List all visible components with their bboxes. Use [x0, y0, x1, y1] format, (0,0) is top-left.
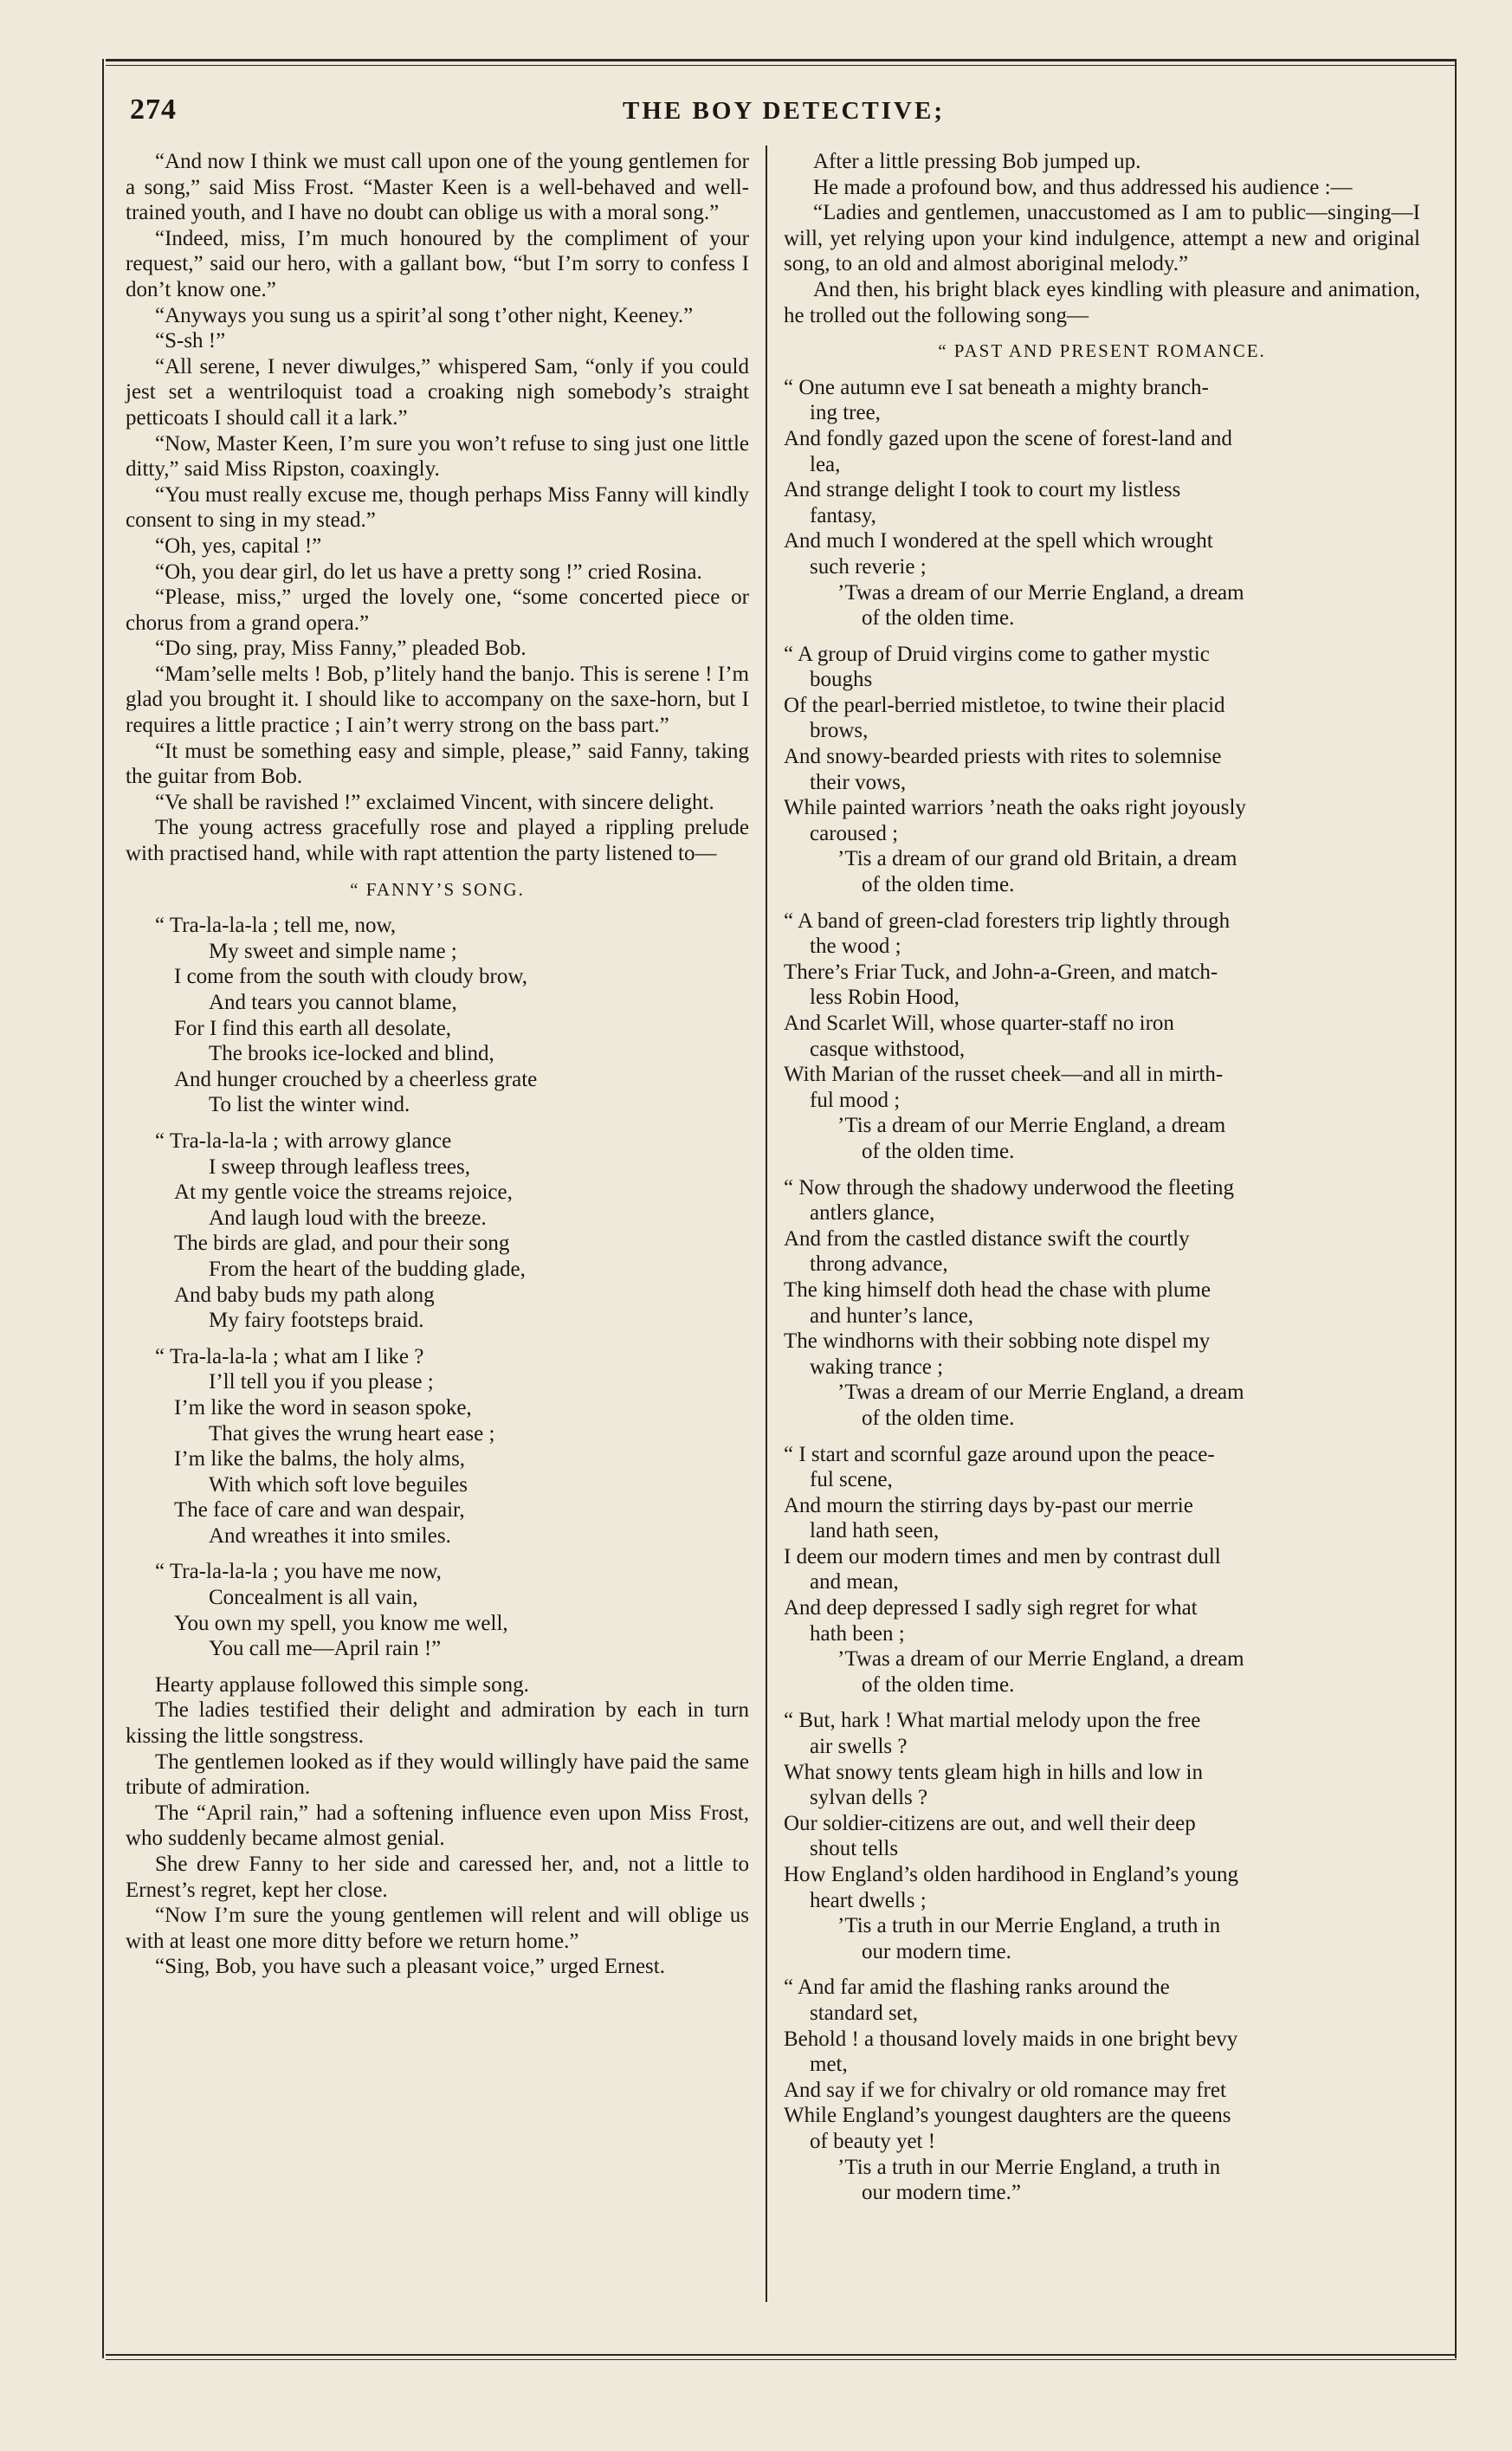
paragraph: “Oh, yes, capital !”: [155, 534, 322, 558]
verse-line: That gives the wrung heart ease ;: [209, 1421, 495, 1445]
verse-line: The brooks ice-locked and blind,: [209, 1042, 494, 1066]
song-title-romance: “ PAST AND PRESENT ROMANCE.: [938, 340, 1266, 362]
paragraph: “Mam’selle melts ! Bob, p’litely hand the banjo. This is serene ! I’m glad you brought it. I should like to accompany on the saxe-horn, but I requires a little practice ; I ain’t werry strong on the bass part.”: [126, 662, 749, 738]
verse-line: caroused ;: [810, 821, 899, 845]
verse-line: I’m like the balms, the holy alms,: [174, 1447, 466, 1471]
verse-line: What snowy tents gleam high in hills and low in: [784, 1760, 1203, 1784]
fanny-song: [126, 913, 749, 1662]
column-divider: [766, 146, 767, 2302]
verse-line: And say if we for chivalry or old romance may fret: [784, 2078, 1226, 2102]
stanza-3: [784, 909, 1420, 1165]
verse-line: casque withstood,: [810, 1037, 966, 1061]
paragraph: “Oh, you dear girl, do let us have a pretty song !” cried Rosina.: [155, 559, 702, 584]
verse-line: And snowy-bearded priests with rites to solemnise: [784, 745, 1222, 769]
paragraph: “Anyways you sung us a spirit’al song t’other night, Keeney.”: [155, 303, 694, 327]
paragraph: Hearty applause followed this simple song.: [155, 1672, 529, 1697]
paragraph: “Indeed, miss, I’m much honoured by the compliment of your request,” said our hero, with a gallant bow, “but I’m sorry to confess I don’t know one.”: [126, 226, 749, 301]
paragraph: The “April rain,” had a softening influence even upon Miss Frost, who suddenly became almost genial.: [126, 1801, 749, 1851]
verse-line: “ But, hark ! What martial melody upon the free: [784, 1709, 1201, 1733]
verse-line: of the olden time.: [862, 1406, 1015, 1430]
verse-line: ’Tis a truth in our Merrie England, a truth in: [837, 2155, 1221, 2179]
verse-line: ’Twas a dream of our Merrie England, a dream: [837, 1647, 1244, 1672]
verse-line: My fairy footsteps braid.: [209, 1309, 424, 1333]
paragraph: And then, his bright black eyes kindling with pleasure and animation, he trolled out the following song—: [784, 277, 1420, 327]
verse-line: And mourn the stirring days by-past our merrie: [784, 1493, 1193, 1517]
verse-line: “ And far amid the flashing ranks around the: [784, 1976, 1170, 2000]
paragraph: “And now I think we must call upon one of the young gentlemen for a song,” said Miss Frost. “Master Keen is a well-behaved and well-trained youth, and I have no doubt can oblige us with a moral song.”: [126, 150, 749, 225]
verse-line: of the olden time.: [862, 1139, 1015, 1163]
verse-line: To list the winter wind.: [209, 1093, 410, 1117]
verse-line: waking trance ;: [810, 1355, 944, 1379]
verse-line: our modern time.”: [862, 2181, 1021, 2205]
verse-line: met,: [810, 2053, 848, 2077]
verse-line: “ A group of Druid virgins come to gather mystic: [784, 642, 1210, 666]
verse-line: Of the pearl-berried mistletoe, to twine their placid: [784, 693, 1225, 717]
paragraph: The young actress gracefully rose and played a rippling prelude with practised hand, while with rapt attention the party listened to—: [126, 816, 749, 866]
paragraph: “You must really excuse me, though perhaps Miss Fanny will kindly consent to sing in my stead.”: [126, 482, 749, 533]
paragraph: The gentlemen looked as if they would willingly have paid the same tribute of admiration.: [126, 1749, 749, 1800]
verse-line: While England’s youngest daughters are the queens: [784, 2104, 1231, 2128]
paragraph: The ladies testified their delight and admiration by each in turn kissing the little songstress.: [126, 1698, 749, 1749]
bottom-rule-thin: [106, 2359, 1457, 2360]
verse-line: “ Tra-la-la-la ; what am I like ?: [155, 1344, 424, 1368]
paragraph: He made a profound bow, and thus addressed his audience :—: [813, 175, 1353, 199]
stanza-2: [784, 642, 1420, 898]
verse-line: of the olden time.: [862, 1672, 1015, 1697]
verse-line: their vows,: [810, 770, 907, 794]
verse-line: throng advance,: [810, 1252, 948, 1277]
verse-line: heart dwells ;: [810, 1888, 927, 1912]
verse-line: And Scarlet Will, whose quarter-staff no iron: [784, 1012, 1174, 1035]
verse-line: shout tells: [810, 1837, 899, 1861]
verse-line: and mean,: [810, 1570, 899, 1594]
page-number: 274: [130, 94, 177, 126]
verse-line: And deep depressed I sadly sigh regret for what: [784, 1596, 1198, 1620]
song-title-fanny: “ FANNY’S SONG.: [350, 878, 525, 900]
verse-line: ’Tis a truth in our Merrie England, a truth in: [837, 1914, 1221, 1938]
verse-line: The windhorns with their sobbing note dispel my: [784, 1329, 1211, 1354]
paragraph: “It must be something easy and simple, please,” said Fanny, taking the guitar from Bob.: [126, 739, 749, 789]
verse-line: brows,: [810, 719, 869, 743]
paragraph: “Sing, Bob, you have such a pleasant voice,” urged Ernest.: [155, 1955, 665, 1979]
verse-line: And baby buds my path along: [174, 1283, 435, 1307]
paragraph: “Please, miss,” urged the lovely one, “some concerted piece or chorus from a grand opera.”: [126, 585, 749, 635]
verse-line: And from the castled distance swift the courtly: [784, 1226, 1190, 1251]
verse-line: ing tree,: [810, 401, 881, 425]
verse-line: Concealment is all vain,: [209, 1586, 418, 1610]
paragraph: “All serene, I never diwulges,” whispered Sam, “only if you could jest set a wentriloquist toad a croaking nigh somebody’s straight petticoats I should call it a lark.”: [126, 354, 749, 430]
verse-line: The birds are glad, and pour their song: [174, 1232, 510, 1256]
left-column: [126, 149, 749, 1980]
stanza-1: [784, 375, 1420, 631]
verse-line: ful scene,: [810, 1468, 893, 1492]
verse-line: fantasy,: [810, 503, 876, 527]
verse-line: The king himself doth head the chase with plume: [784, 1277, 1211, 1302]
verse-line: I sweep through leafless trees,: [209, 1154, 470, 1179]
verse-line: I’m like the word in season spoke,: [174, 1395, 472, 1420]
paragraph: “Ladies and gentlemen, unaccustomed as I am to public—singing—I will, yet relying upon your kind indulgence, attempt a new and original song, to an old and almost aboriginal melody.”: [784, 201, 1420, 276]
verse-line: of the olden time.: [862, 606, 1015, 631]
verse-line: less Robin Hood,: [810, 986, 960, 1010]
verse-line: antlers glance,: [810, 1201, 935, 1226]
verse-line: ’Twas a dream of our Merrie England, a dream: [837, 580, 1244, 605]
stanza-4: [784, 1175, 1420, 1432]
verse-line: hath been ;: [810, 1621, 905, 1646]
verse-line: and hunter’s lance,: [810, 1303, 974, 1328]
verse-line: “ Tra-la-la-la ; you have me now,: [155, 1560, 442, 1584]
stanza-3: [126, 1344, 749, 1549]
paragraph: “Now I’m sure the young gentlemen will relent and will oblige us with at least one more ditty before we return home.”: [126, 1904, 749, 1953]
verse-line: For I find this earth all desolate,: [174, 1016, 452, 1040]
running-title: THE BOY DETECTIVE;: [623, 97, 945, 125]
verse-line: The face of care and wan despair,: [174, 1498, 465, 1523]
verse-line: I come from the south with cloudy brow,: [174, 965, 528, 989]
verse-line: land hath seen,: [810, 1519, 940, 1543]
verse-line: air swells ?: [810, 1735, 908, 1759]
right-border: [1455, 59, 1457, 2358]
verse-line: And laugh loud with the breeze.: [209, 1206, 487, 1230]
romance-song: [784, 375, 1420, 2206]
verse-line: such reverie ;: [810, 554, 927, 579]
verse-line: ’Tis a dream of our grand old Britain, a dream: [837, 847, 1237, 871]
verse-line: boughs: [810, 668, 873, 692]
top-rule-thin: [106, 65, 1457, 66]
stanza-4: [126, 1559, 749, 1661]
stanza-2: [126, 1128, 749, 1334]
verse-line: Our soldier-citizens are out, and well their deep: [784, 1811, 1196, 1835]
verse-line: “ Tra-la-la-la ; tell me, now,: [155, 914, 397, 938]
paragraph: “Now, Master Keen, I’m sure you won’t refuse to sing just one little ditty,” said Miss Ripston, coaxingly.: [126, 431, 749, 482]
bottom-rule: [106, 2354, 1457, 2356]
verse-line: lea,: [810, 452, 841, 476]
verse-line: “ A band of green-clad foresters trip lightly through: [784, 909, 1231, 933]
verse-line: And much I wondered at the spell which wrought: [784, 529, 1213, 553]
verse-line: “ I start and scornful gaze around upon the peace-: [784, 1442, 1215, 1466]
verse-line: How England’s olden hardihood in England’s young: [784, 1863, 1238, 1886]
verse-line: While painted warriors ’neath the oaks right joyously: [784, 796, 1246, 820]
verse-line: “ Tra-la-la-la ; with arrowy glance: [155, 1128, 452, 1153]
top-rule: [106, 59, 1457, 61]
verse-line: ful mood ;: [810, 1088, 901, 1112]
stanza-5: [784, 1442, 1420, 1698]
verse-line: “ One autumn eve I sat beneath a mighty branch-: [784, 375, 1209, 399]
verse-line: of the olden time.: [862, 873, 1015, 897]
verse-line: the wood ;: [810, 934, 901, 959]
verse-line: And fondly gazed upon the scene of forest-land and: [784, 426, 1232, 450]
verse-line: ’Twas a dream of our Merrie England, a dream: [837, 1381, 1244, 1405]
verse-line: our modern time.: [862, 1939, 1011, 1963]
verse-line: ’Tis a dream of our Merrie England, a dream: [837, 1114, 1226, 1138]
stanza-7: [784, 1975, 1420, 2205]
page-header: [130, 94, 1438, 137]
verse-line: There’s Friar Tuck, and John-a-Green, and match-: [784, 960, 1218, 984]
verse-line: “ Now through the shadowy underwood the fleeting: [784, 1175, 1235, 1200]
verse-line: You own my spell, you know me well,: [174, 1611, 508, 1635]
verse-line: Behold ! a thousand lovely maids in one bright bevy: [784, 2027, 1238, 2051]
stanza-1: [126, 913, 749, 1118]
verse-line: sylvan dells ?: [810, 1786, 928, 1810]
verse-line: You call me—April rain !”: [209, 1637, 442, 1661]
left-border: [102, 59, 104, 2358]
verse-line: I’ll tell you if you please ;: [209, 1370, 434, 1394]
verse-line: of beauty yet !: [810, 2129, 936, 2153]
verse-line: And tears you cannot blame,: [209, 991, 457, 1014]
verse-line: From the heart of the budding glade,: [209, 1257, 526, 1281]
right-column: [784, 149, 1420, 2216]
verse-line: My sweet and simple name ;: [209, 939, 457, 963]
stanza-6: [784, 1708, 1420, 1964]
verse-line: At my gentle voice the streams rejoice,: [174, 1180, 513, 1205]
verse-line: standard set,: [810, 2001, 918, 2025]
verse-line: And wreathes it into smiles.: [209, 1523, 451, 1548]
paragraph: “Do sing, pray, Miss Fanny,” pleaded Bob.: [155, 637, 527, 661]
paragraph: “Ve shall be ravished !” exclaimed Vincent, with sincere delight.: [155, 790, 714, 814]
verse-line: And hunger crouched by a cheerless grate: [174, 1067, 538, 1091]
paragraph: She drew Fanny to her side and caressed her, and, not a little to Ernest’s regret, kept her close.: [126, 1853, 749, 1902]
paragraph: “S-sh !”: [155, 329, 226, 353]
verse-line: With which soft love beguiles: [209, 1472, 468, 1497]
verse-line: And strange delight I took to court my listless: [784, 478, 1181, 502]
verse-line: I deem our modern times and men by contrast dull: [784, 1544, 1221, 1568]
verse-line: With Marian of the russet cheek—and all in mirth-: [784, 1063, 1224, 1087]
paragraph: After a little pressing Bob jumped up.: [813, 150, 1141, 173]
